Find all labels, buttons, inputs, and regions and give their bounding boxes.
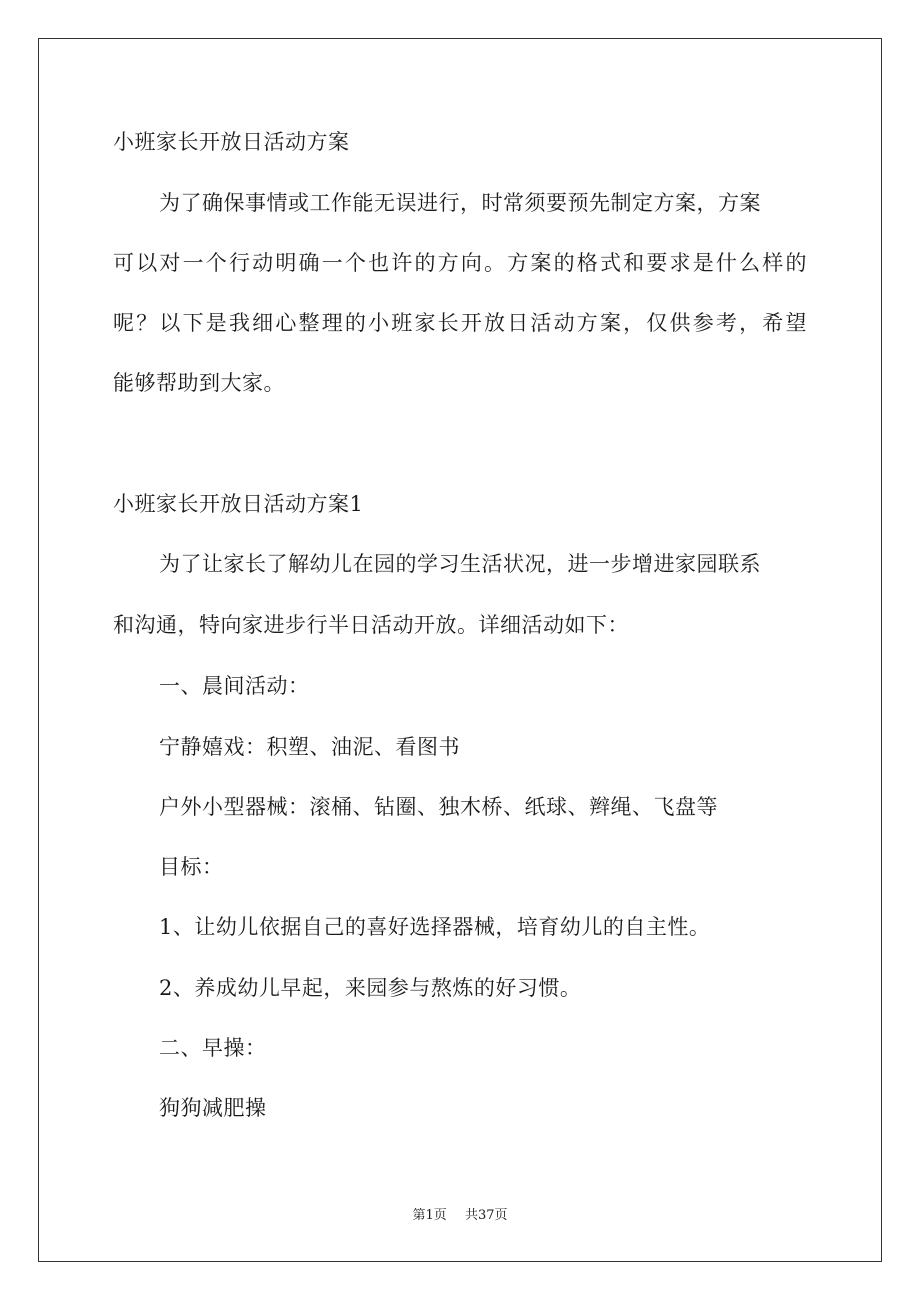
document-title: 小班家长开放日活动方案: [113, 130, 350, 154]
section-line-2: 和沟通，特向家进步行半日活动开放。详细活动如下：: [113, 613, 629, 637]
intro-line-4: 能够帮助到大家。: [113, 371, 285, 395]
goals-heading: 目标：: [159, 855, 224, 879]
goal-item-1: 1、让幼儿依据自己的喜好选择器械，培育幼儿的自主性。: [159, 915, 711, 939]
goal-item-2: 2、养成幼儿早起，来园参与熬炼的好习惯。: [159, 976, 582, 1000]
outdoor-equipment-line: 户外小型器械：滚桶、钻圈、独木桥、纸球、辫绳、飞盘等: [159, 795, 718, 819]
quiet-play-line: 宁静嬉戏：积塑、油泥、看图书: [159, 735, 460, 759]
heading-morning-activities: 一、晨间活动：: [159, 674, 310, 698]
intro-line-3: 呢？以下是我细心整理的小班家长开放日活动方案，仅供参考，希望: [113, 311, 807, 335]
section-title: 小班家长开放日活动方案1: [113, 492, 364, 516]
section-line-1: 为了让家长了解幼儿在园的学习生活状况，进一步增进家园联系: [159, 552, 761, 576]
page-footer: [0, 1207, 920, 1225]
exercise-name-line: 狗狗减肥操: [159, 1096, 267, 1120]
total-pages: 共37页: [464, 1208, 508, 1223]
page-number: 第1页: [412, 1208, 447, 1223]
intro-line-1: 为了确保事情或工作能无误进行，时常须要预先制定方案，方案: [159, 191, 761, 215]
intro-line-2: 可以对一个行动明确一个也许的方向。方案的格式和要求是什么样的: [113, 251, 807, 275]
page-frame: [38, 38, 882, 1262]
heading-morning-exercise: 二、早操：: [159, 1036, 267, 1060]
